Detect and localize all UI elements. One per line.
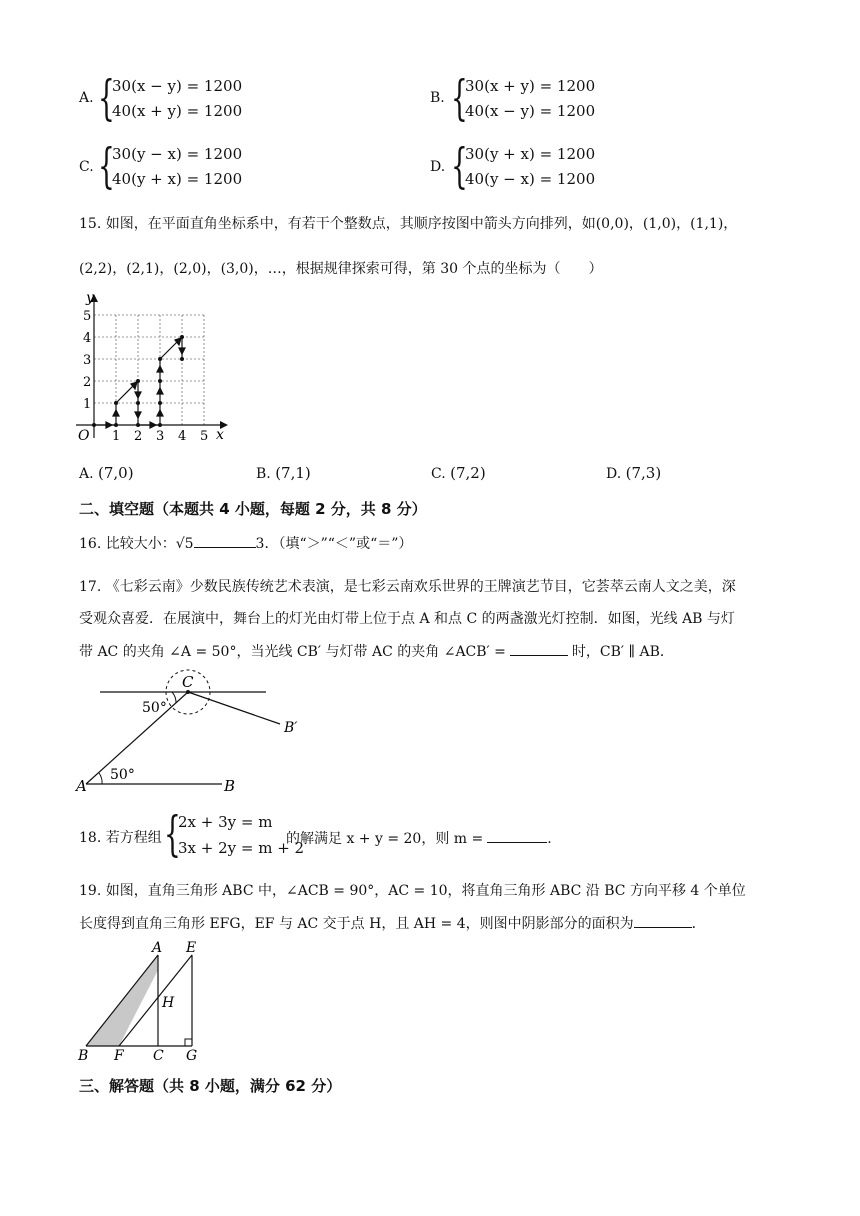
label-f: F [114, 1048, 124, 1064]
q18-equation-1: 2x + 3y = m [178, 813, 273, 831]
q15-coordinate-graph [70, 288, 240, 448]
y-tick-labels [83, 309, 91, 412]
x-tick: 3 [156, 429, 165, 444]
q18-answer-blank[interactable] [487, 828, 547, 843]
label-a: A [76, 777, 87, 795]
brace: { [164, 806, 181, 862]
line-cb-prime [188, 692, 280, 724]
path-arrows [94, 337, 185, 428]
q19-line-1: 19. 如图，直角三角形 ABC 中，∠ACB = 90°，AC = 10，将直角三角形 ABC 沿 BC 方向平移 4 个单位 [79, 883, 746, 899]
q15-option-c [431, 463, 486, 484]
q17-line-3-end: 时，CB′ ∥ AB． [571, 644, 674, 660]
option-value: (7,0) [98, 464, 134, 482]
q18-condition [286, 828, 552, 849]
q15-line-2: (2,2)，(2,1)，(2,0)，(3,0)，…，根据规律探索可得，第 30 个点的坐标为（ ） [79, 261, 603, 277]
angle-arc-a [99, 773, 102, 784]
option-label: D. [606, 466, 622, 482]
q15-option-d [606, 463, 661, 484]
right-angle-mark [185, 1039, 192, 1046]
q16-suffix: 3．（填“＞”“＜”或“＝”） [255, 536, 413, 552]
q17-line-3 [79, 641, 674, 662]
angle-label-top: 50° [142, 700, 167, 716]
label-b: B [224, 777, 236, 795]
equation-2: 40(y − x) = 1200 [465, 170, 596, 188]
option-label: C. [431, 466, 446, 482]
q18-prefix: 18. 若方程组 [79, 830, 162, 846]
q19-line-2-text: 长度得到直角三角形 EFG，EF 与 AC 交于点 H，且 AH = 4，则图中阴影部分的面积为 [79, 916, 634, 932]
y-axis-label: y [86, 290, 94, 306]
brace: { [451, 70, 468, 126]
equation-1: 30(x + y) = 1200 [465, 77, 596, 95]
x-tick: 1 [112, 429, 121, 444]
equation-2: 40(y + x) = 1200 [112, 170, 243, 188]
line-ca [86, 692, 188, 784]
q15-option-a [79, 463, 134, 484]
angle-arc-c [172, 692, 176, 703]
label-c: C [182, 673, 194, 691]
origin-label: O [78, 428, 90, 444]
q19-line-2 [79, 913, 706, 934]
q18-end: . [547, 831, 552, 847]
option-label: A. [79, 90, 94, 106]
y-tick: 1 [83, 397, 92, 412]
q19-figure [74, 940, 214, 1065]
section-3-heading: 三、解答题（共 8 小题，满分 62 分） [79, 1077, 342, 1095]
option-value: (7,3) [625, 464, 662, 482]
equation-1: 30(y + x) = 1200 [465, 145, 596, 163]
option-value: (7,2) [450, 464, 486, 482]
q18-equation-2: 3x + 2y = m + 2 [178, 839, 305, 857]
y-tick: 2 [83, 375, 92, 390]
option-label: D. [430, 159, 446, 175]
equation-1: 30(x − y) = 1200 [112, 77, 243, 95]
equation-2: 40(x + y) = 1200 [112, 102, 243, 120]
label-b: B [78, 1048, 89, 1064]
x-tick: 5 [200, 429, 209, 444]
q17-line-3-start: 带 AC 的夹角 ∠A = 50°，当光线 CB′ 与灯带 AC 的夹角 ∠ACB′ = [79, 644, 506, 660]
option-label: A. [79, 466, 94, 482]
section-2-heading: 二、填空题（本题共 4 小题，每题 2 分，共 8 分） [79, 500, 427, 518]
x-tick: 4 [178, 429, 187, 444]
q16-answer-blank[interactable] [194, 533, 256, 548]
equation-2: 40(x − y) = 1200 [465, 102, 596, 120]
option-label: B. [256, 466, 271, 482]
option-label: C. [79, 159, 94, 175]
label-b-prime: B′ [284, 720, 298, 736]
q18-condition-text: 的解满足 x + y = 20，则 m = [286, 831, 484, 847]
q19-answer-blank[interactable] [634, 913, 692, 928]
label-c: C [153, 1048, 164, 1064]
y-tick: 5 [83, 309, 92, 324]
q17-line-1: 17. 《七彩云南》少数民族传统艺术表演，是七彩云南欢乐世界的王牌演艺节目，它荟萃云南人文之美，深 [79, 579, 736, 595]
label-g: G [186, 1048, 198, 1064]
q17-answer-blank[interactable] [510, 641, 568, 656]
x-tick-labels [112, 429, 208, 444]
brace: { [98, 70, 115, 126]
x-axis-label: x [216, 427, 224, 443]
x-tick: 2 [134, 429, 143, 444]
option-value: (7,1) [275, 464, 311, 482]
q16 [79, 533, 412, 554]
q15-option-b [256, 463, 311, 484]
brace: { [98, 138, 115, 194]
q15-line-1: 15. 如图，在平面直角坐标系中，有若干个整数点，其顺序按图中箭头方向排列，如(0,0)，(1,0)，(1,1)， [79, 216, 738, 232]
equation-1: 30(y − x) = 1200 [112, 145, 243, 163]
grid-lines [94, 315, 204, 425]
label-e: E [186, 940, 197, 956]
q17-figure [72, 668, 312, 798]
q17-line-2: 受观众喜爱．在展演中，舞台上的灯光由灯带上位于点 A 和点 C 的两盏激光灯控制．如图，光线 AB 与灯 [79, 611, 735, 627]
label-h: H [162, 995, 175, 1011]
q16-prefix: 16. 比较大小：√5 [79, 536, 194, 552]
q19-end: ． [691, 916, 706, 932]
option-label: B. [430, 90, 445, 106]
brace: { [451, 138, 468, 194]
label-a: A [152, 940, 163, 956]
y-tick: 4 [83, 331, 92, 346]
y-tick: 3 [83, 353, 92, 368]
angle-label-bottom: 50° [110, 767, 135, 783]
